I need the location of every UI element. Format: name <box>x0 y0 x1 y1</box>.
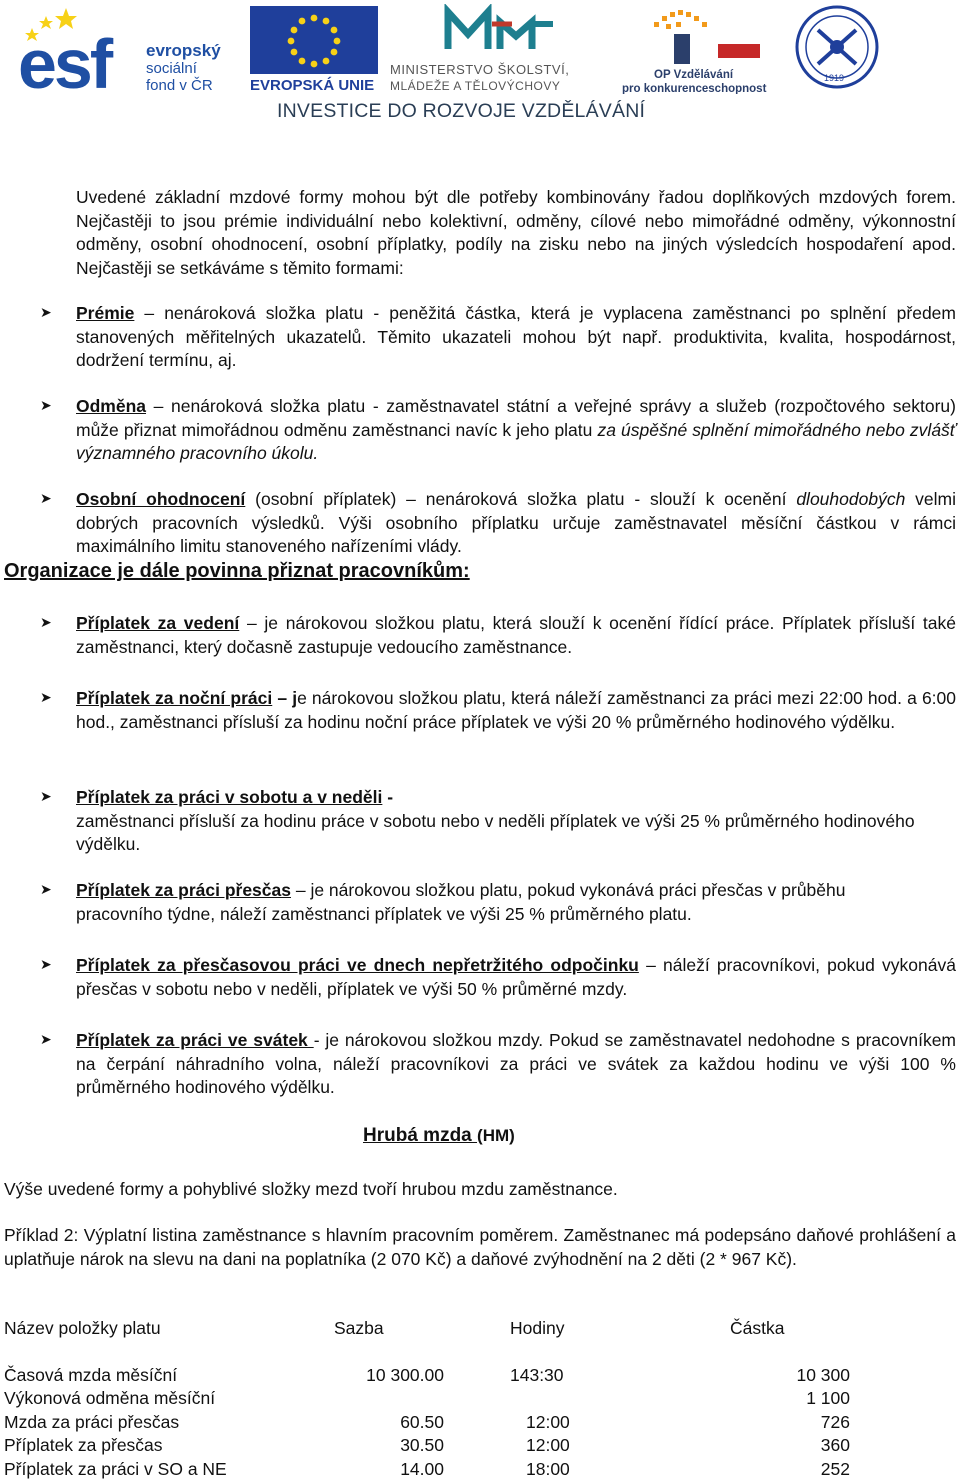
premie-term: Prémie <box>76 303 135 323</box>
esf-line2: sociální <box>146 60 197 77</box>
table-cell: Časová mzda měsíční <box>4 1364 178 1385</box>
table-cell: 726 <box>820 1411 850 1432</box>
bullet-arrow-icon: ➤ <box>40 490 52 506</box>
table-cell: 10 300.00 <box>366 1364 444 1385</box>
table-cell <box>474 1387 700 1411</box>
svatek-term: Příplatek za práci ve svátek <box>76 1030 314 1050</box>
osobni-text-a: (osobní příplatek) – nenároková složka platu - slouží k ocenění <box>245 489 797 509</box>
prescas-text: – je nárokovou složkou platu, pokud vykonává práci přesčas v průběhu pracovního týdne, náleží zaměstnanci příplatek ve výši 25 % průměrného platu. <box>76 880 846 924</box>
pay-table <box>4 1317 850 1481</box>
list-item-osobni <box>76 488 956 559</box>
op-line2: pro konkurenceschopnost <box>622 83 767 94</box>
table-row <box>4 1364 850 1388</box>
msmt-line2: MLÁDEŽE A TĚLOVÝCHOVY <box>390 79 561 93</box>
table-row <box>4 1434 850 1458</box>
hm-heading <box>363 1124 515 1148</box>
table-cell: Výkonová odměna měsíční <box>4 1388 216 1408</box>
list-item-odpocinek <box>76 954 956 1001</box>
nocni-dash: – j <box>272 688 298 708</box>
bullet-arrow-icon: ➤ <box>40 689 52 705</box>
osobni-text-b: velmi dobrých pracovních výsledků. Výši osobního příplatku určuje zaměstnavatel měsíční částkou v rámci maximálního limitu stanoveného nařízeními vlády. <box>76 489 957 556</box>
investice-banner: INVESTICE DO ROZVOJE VZDĚLÁVÁNÍ <box>277 100 646 122</box>
esf-line1: evropský <box>146 41 221 60</box>
table-cell: 14.00 <box>400 1458 444 1479</box>
op-line1: OP Vzdělávání <box>654 69 734 81</box>
header-cell: Sazba <box>334 1318 384 1338</box>
bullet-arrow-icon: ➤ <box>40 397 52 413</box>
list-item-premie <box>76 302 956 373</box>
msmt-logo <box>388 4 614 96</box>
table-cell: 1 100 <box>806 1388 850 1408</box>
section-heading: Organizace je dále povinna přiznat pracovníkům: <box>4 560 470 582</box>
vedeni-term: Příplatek za vedení <box>76 613 240 633</box>
table-cell <box>334 1387 474 1411</box>
bullet-arrow-icon: ➤ <box>40 956 52 972</box>
pay-table-header <box>4 1317 850 1341</box>
op-vzdelavani-logo <box>622 4 770 94</box>
list-item-vedeni <box>76 612 956 659</box>
premie-text: – nenároková složka platu - peněžitá částka, která je vyplacena zaměstnanci po splnění předem stanovených měřitelných ukazatelů. Těmito ukazateli mohou být např. produktivita, kvalita, hospodárnost, dodržení termínu, aj. <box>76 303 956 370</box>
hm-text: Výše uvedené formy a pohyblivé složky mezd tvoří hrubou mzdu zaměstnance. <box>4 1179 618 1199</box>
school-seal-logo <box>788 4 886 90</box>
table-cell: Mzda za práci přesčas <box>4 1411 180 1432</box>
sobota-text: zaměstnanci přísluší za hodinu práce v sobotu nebo v neděli příplatek ve výši 25 % průměrného hodinového výdělku. <box>76 810 915 854</box>
list-item-svatek <box>76 1029 956 1100</box>
table-row <box>4 1387 850 1411</box>
msmt-line1: MINISTERSTVO ŠKOLSTVÍ, <box>390 62 570 77</box>
osobni-term: Osobní ohodnocení <box>76 489 246 509</box>
bullet-arrow-icon: ➤ <box>40 614 52 630</box>
logo-header <box>0 0 960 130</box>
list-item-prescas <box>76 879 926 926</box>
nocni-text: e nárokovou složkou platu, která náleží zaměstnanci za práci mezi 22:00 hod. a 6:00 hod., zaměstnanci přísluší za hodinu noční práce příplatek ve výši 20 % průměrného hodinového výdělku. <box>76 688 956 732</box>
table-cell: 18:00 <box>526 1458 570 1479</box>
bullet-arrow-icon: ➤ <box>40 881 52 897</box>
eu-flag-logo <box>248 6 380 92</box>
odmena-text: – nenároková složka platu - zaměstnavatel státní a veřejné správy a služeb (rozpočtového sektoru) může přiznat mimořádnou odměnu zaměstnanci navíc k jeho platu <box>76 396 956 440</box>
vedeni-text: – je nárokovou složkou platu, která slouží k ocenění řídící práce. Příplatek přísluší také zaměstnanci, který dočasně zastupuje vedoucího zaměstnance. <box>76 613 956 657</box>
list-item-nocni <box>76 687 956 734</box>
list-item-sobota <box>76 786 956 857</box>
odpocinek-term: Příplatek za přesčasovou práci ve dnech nepřetržitého odpočinku <box>76 955 639 975</box>
nocni-term: Příplatek za noční práci <box>76 688 273 708</box>
svg-text:esf: esf <box>18 25 111 94</box>
table-cell: 143:30 <box>510 1364 564 1385</box>
table-cell: 10 300 <box>796 1364 850 1385</box>
table-cell: 60.50 <box>400 1411 444 1432</box>
table-cell: 252 <box>820 1458 850 1479</box>
school-year: 1919 <box>824 73 845 83</box>
sobota-dash: - <box>382 787 394 807</box>
prescas-term: Příplatek za práci přesčas <box>76 880 291 900</box>
bullet-arrow-icon: ➤ <box>40 304 52 320</box>
table-cell: 30.50 <box>400 1435 444 1455</box>
example-text: Příklad 2: Výplatní listina zaměstnance s hlavním pracovním poměrem. Zaměstnanec má podepsáno daňové prohlášení a uplatňuje nárok na slevu na dani na poplatníka (2 070 Kč) a daňové zvýhodnění na 2 děti (2 * 967 Kč). <box>4 1225 956 1269</box>
hm-heading-text: Hrubá mzda <box>363 1125 478 1146</box>
table-cell: Příplatek za práci v SO a NE <box>4 1458 227 1479</box>
odpocinek-text: – náleží pracovníkovi, pokud vykonává přesčas v sobotu nebo v neděli, příplatek ve výši 50 % průměrné mzdy. <box>76 955 956 999</box>
header-cell: Hodiny <box>510 1318 565 1338</box>
list-item-odmena <box>76 395 956 466</box>
header-cell: Částka <box>730 1318 785 1338</box>
odmena-italic: za úspěšné splnění mimořádného nebo zvlášť významného pracovního úkolu. <box>76 419 956 463</box>
table-cell: 12:00 <box>526 1411 570 1432</box>
intro-text-b: Nejčastěji se setkáváme s těmito formami: <box>76 257 404 278</box>
odmena-term: Odměna <box>76 396 147 416</box>
table-cell: Příplatek za přesčas <box>4 1435 163 1455</box>
bullet-arrow-icon: ➤ <box>40 788 52 804</box>
table-cell: 360 <box>820 1435 850 1455</box>
sobota-term: Příplatek za práci v sobotu a v neděli <box>76 787 383 807</box>
table-cell: 12:00 <box>526 1435 570 1455</box>
intro-text-a: Uvedené základní mzdové formy mohou být dle potřeby kombinovány řadou doplňkových mzdových forem. Nejčastěji to jsou prémie individuální nebo kolektivní, odměny, cílové nebo mimořádné odměny, výkonnostní odměny, osobní ohodnocení, osobní příplatky, podíly na zisku nebo na jiných výsledcích hospodaření apod. <box>76 187 956 254</box>
intro-paragraph <box>76 186 956 280</box>
table-row <box>4 1458 850 1482</box>
esf-logo <box>18 6 243 94</box>
osobni-italic: dlouhodobých <box>796 489 906 509</box>
svatek-text: - je nárokovou složkou mzdy. Pokud se zaměstnavatel nedohodne s pracovníkem na čerpání náhradního volna, náleží pracovníkovi za práci ve svátek za každou hodinu ve výši 100 % průměrného hodinového výdělku. <box>76 1030 957 1097</box>
eu-label: EVROPSKÁ UNIE <box>250 77 375 92</box>
bullet-arrow-icon: ➤ <box>40 1031 52 1047</box>
header-cell: Název položky platu <box>4 1318 161 1338</box>
table-row <box>4 1411 850 1435</box>
hm-abbr: (HM) <box>477 1126 515 1145</box>
esf-line3: fond v ČR <box>146 77 213 94</box>
